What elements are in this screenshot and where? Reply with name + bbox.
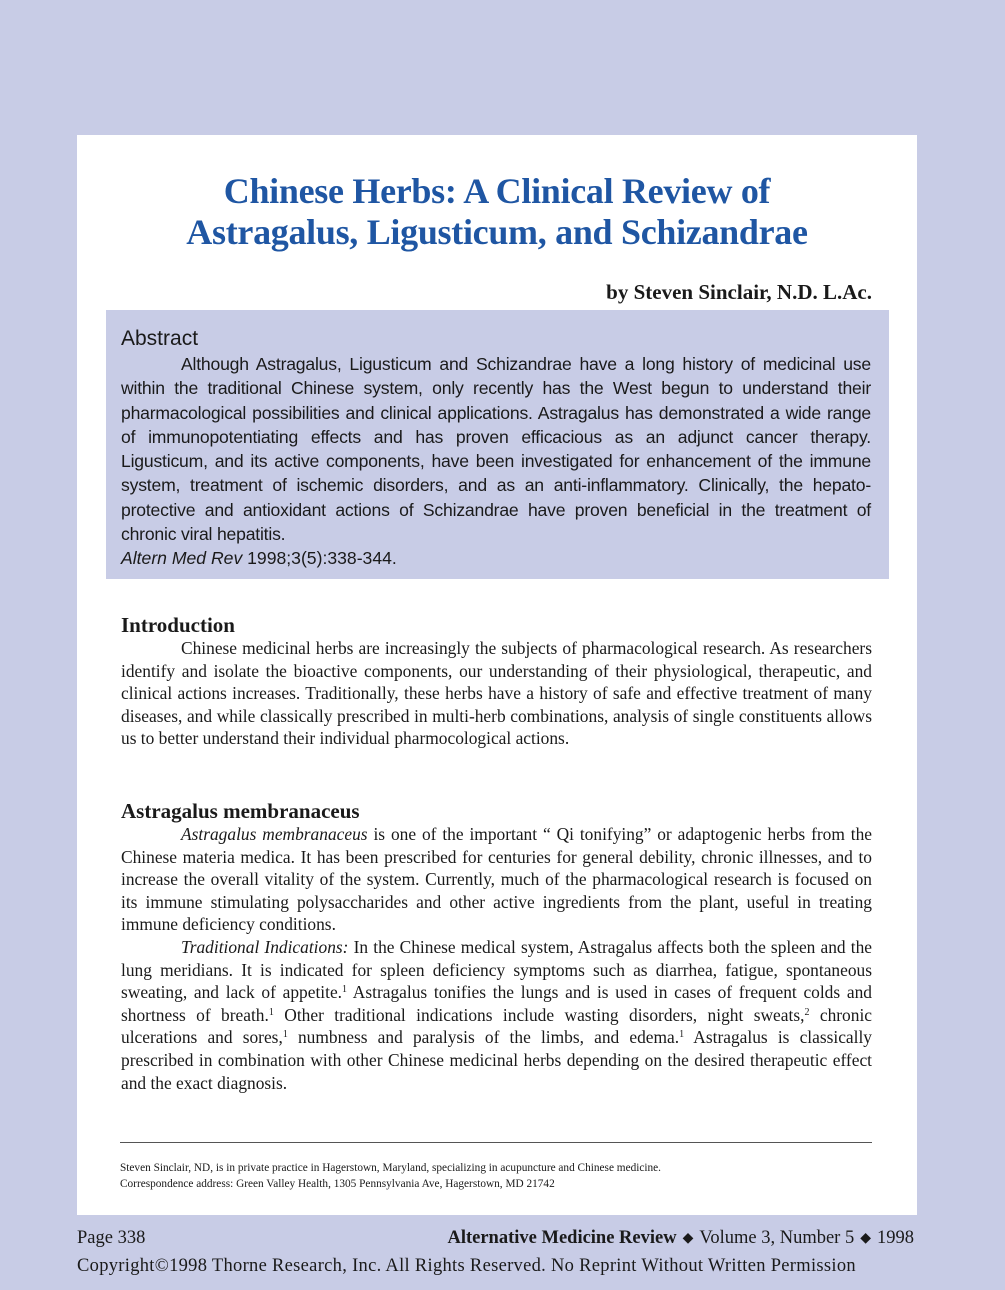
publication-year: 1998 [877,1228,914,1248]
title-line-1: Chinese Herbs: A Clinical Review of [223,171,771,211]
paragraph-2-text-b: Astragalus tonifies the lungs and is used in cases of frequent colds and shortness of breath. [121,982,872,1025]
astragalus-paragraph-1 [121,823,872,936]
article-page [77,135,917,1215]
introduction-heading: Introduction [121,613,235,637]
astragalus-paragraph-2 [121,936,872,1094]
page-number: Page 338 [77,1228,146,1248]
paragraph-2-text-a: In the Chinese medical system, Astragalus affects both the spleen and the lung meridians. It is indicated for spleen deficiency symptoms such as diarrhea, fatigue, spontaneous sweating, and lack of appetite. [121,936,872,1003]
byline: by Steven Sinclair, N.D. L.Ac. [606,280,872,304]
reference-marker: 1 [679,1029,685,1041]
paragraph-1-text: is one of the important “ Qi tonifying” or adaptogenic herbs from the Chinese materia medica. It has been prescribed for centuries for general debility, chronic illnesses, and to increase the overall vitality of the system. Currently, much of the pharmacological research is focused on its immune stimulating polysaccharides and other active ingredients from the plant, useful in treating immune deficiency conditions. [121,824,873,935]
author-footnote [120,1161,880,1192]
diamond-icon: ◆ [682,1230,694,1246]
article-title [77,171,917,253]
title-line-2: Astragalus, Ligusticum, and Schizandrae [186,212,808,252]
introduction-section [121,613,872,750]
reference-marker: 1 [342,984,348,996]
introduction-body: Chinese medicinal herbs are increasingly the subjects of pharmacological research. As researchers identify and isolate the bioactive components, our understanding of their physiological, therapeutic, and clinical actions increases. Traditionally, these herbs have a history of safe and effective treatment of many diseases, and while classically prescribed in multi-herb combinations, analysis of single constituents allows us to better understand their individual pharmocological actions. [121,638,872,749]
volume-issue: Volume 3, Number 5 [699,1228,855,1248]
astragalus-heading: Astragalus membranaceus [121,799,360,823]
species-name: Astragalus membranaceus [181,824,368,844]
journal-name: Alternative Medicine Review [447,1228,677,1248]
citation-journal: Altern Med Rev [121,548,243,569]
traditional-indications-label: Traditional Indications: [181,936,349,957]
correspondence-address: Correspondence address: Green Valley Health, 1305 Pennsylvania Ave, Hagerstown, MD 21742 [120,1177,555,1190]
astragalus-section [121,799,872,1094]
copyright-notice: Copyright©1998 Thorne Research, Inc. All Rights Reserved. No Reprint Without Written Permission [77,1256,856,1276]
author-affiliation: Steven Sinclair, ND, is in private practice in Hagerstown, Maryland, specializing in acupuncture and Chinese medicine. [120,1162,662,1174]
abstract-box [106,310,889,579]
paragraph-2-text-d: chronic ulcerations and sores, [121,1004,873,1048]
paragraph-2-text-e: numbness and paralysis of the limbs, and edema. [287,1027,680,1048]
abstract-heading: Abstract [121,327,199,350]
reference-marker: 1 [268,1006,274,1018]
reference-marker: 1 [282,1029,288,1041]
footnote-divider [120,1142,872,1143]
paragraph-2-text-f: Astragalus is classically prescribed in combination with other Chinese medicinal herbs depending on the desired therapeutic effect and the exact diagnosis. [121,1027,872,1093]
journal-footer [447,1228,914,1249]
diamond-icon: ◆ [860,1230,871,1246]
abstract-body: Although Astragalus, Ligusticum and Schizandrae have a long history of medicinal use within the traditional Chinese system, only recently has the West begun to understand their pharmacological possibilities and clinical applications. Astragalus has demonstrated a wide range of immunopotentiating effects and has proven efficacious as an adjunct cancer therapy. Ligusticum, and its active components, have been investigated for enhancement of the immune system, treatment of ischemic disorders, and as an anti-inflammatory. Clinically, the hepato-protective and antioxidant actions of Schizandrae have proven beneficial in the treatment of chronic viral hepatitis. [121,354,871,545]
abstract-citation [121,546,871,570]
citation-details: 1998;3(5):338-344. [242,548,397,569]
paragraph-2-text-c: Other traditional indications include wasting disorders, night sweats, [273,1004,805,1025]
reference-marker: 2 [804,1006,810,1018]
